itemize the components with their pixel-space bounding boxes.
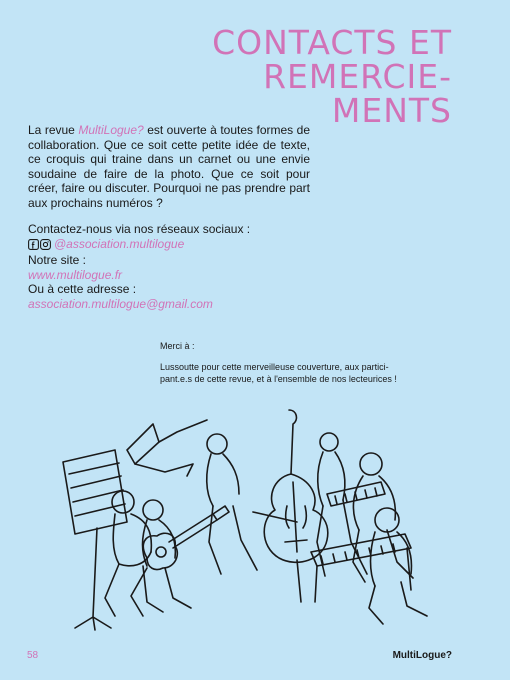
site-link[interactable]: www.multilogue.fr [28, 267, 123, 282]
instagram-icon[interactable] [40, 239, 51, 250]
title-line-2: REMERCIE- [263, 57, 452, 96]
intro-before: La revue [28, 123, 79, 137]
social-label: Contactez-nous via nos réseaux sociaux : [28, 222, 251, 236]
music-stand-drawing [63, 450, 127, 630]
conductor-drawing [127, 420, 207, 476]
social-handle-link[interactable]: @association.multilogue [54, 236, 185, 251]
orchestra-illustration [35, 402, 475, 632]
thanks-title: Merci à : [160, 341, 195, 351]
bass-player-drawing [317, 433, 367, 576]
guitarist-drawing [105, 491, 163, 616]
thanks-block [160, 340, 460, 386]
social-icons [28, 239, 52, 254]
email-link[interactable]: association.multilogue@gmail.com [28, 296, 213, 311]
intro-after: est ouverte à toutes formes de collaboration. Que ce soit cette petite idée de texte, ce croquis qui traine dans un carnet ou une envie soudaine de faire de la photo. Que ce soit pour créer, faire ou discuter. Pourquoi ne pas prendre part aux prochains numéros ? [28, 123, 310, 210]
page-title [212, 23, 452, 130]
intro-paragraph [28, 123, 310, 211]
pianist-drawing [311, 508, 427, 624]
title-line-1: CONTACTS ET [212, 23, 452, 62]
magazine-name: MultiLogue? [78, 123, 144, 137]
contacts-block [28, 222, 328, 312]
thanks-line-2: pant.e.s de cette revue, et à l'ensemble de nos lecteurices ! [160, 374, 397, 384]
violinist-drawing [207, 434, 257, 574]
social-row [28, 237, 328, 254]
thanks-line-1: Lussoutte pour cette merveilleuse couverture, aux partici- [160, 361, 389, 372]
site-label: Notre site : [28, 253, 87, 268]
title-line-3: MENTS [331, 91, 452, 130]
facebook-icon[interactable] [28, 239, 39, 250]
footer-brand: MultiLogue? [392, 650, 452, 661]
email-label: Ou à cette adresse : [28, 282, 137, 297]
page-number: 58 [27, 650, 39, 661]
